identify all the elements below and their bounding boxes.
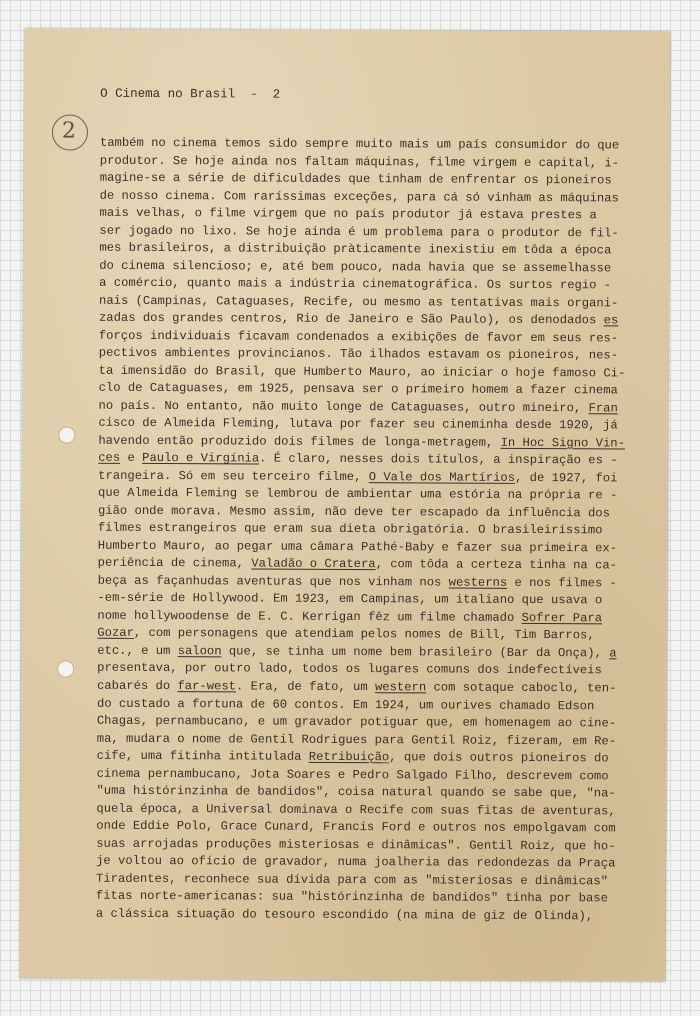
text-segment: do cinema silencioso; e, até bem pouco, nada havia que se assemelhasse [99, 258, 612, 275]
text-segment: periência de cinema, [97, 556, 252, 571]
text-segment: nais (Campinas, Cataguases, Recife, ou mesmo as tentativas mais organi- [99, 293, 619, 311]
body-text [96, 135, 660, 926]
text-segment: nome hollywoodense de E. C. Kerrigan fêz um filme chamado [97, 608, 522, 625]
text-segment: . É claro, nesses dois títulos, a inspiração es - [259, 451, 618, 468]
text-segment: gião onde morava. Mesmo assim, não deve ter escapado da influência dos [97, 503, 610, 521]
text-segment: Humberto Mauro, ao pegar uma câmara Pathé-Baby e fazer sua primeira ex- [97, 538, 618, 556]
underlined-text: Valadão o Cratera [251, 556, 376, 572]
text-segment: cife, uma fitinha intitulada [96, 748, 309, 764]
text-segment: cisco de Almeida Fleming, lutava por fazer seu cineminha desde 1920, já [98, 415, 618, 433]
underlined-text: ces [98, 450, 121, 466]
text-segment: que, se tinha um nome bem brasileiro (Bar da Onça), [221, 644, 610, 661]
text-segment: suas arrojadas produções misteriosas e dinâmicas". Gentil Roiz, que ho- [96, 836, 616, 854]
text-line [96, 905, 656, 925]
text-segment: Tiradentes, reconhece sua dívida para com as "misteriosas e dinâmicas" [96, 871, 609, 889]
text-segment: cinema pernambucano, Jota Soares e Pedro Salgado Filho, descrevem como [96, 766, 609, 783]
text-segment: . Era, de fato, um [235, 679, 376, 695]
text-segment: etc., e um [97, 643, 178, 659]
underlined-text: Gozar [97, 626, 134, 641]
text-segment: mes brasileiros, a distribuição pràticamente inexistiu em tôda a época [99, 240, 612, 258]
text-segment: fitas norte-americanas: sua "histórinzinha de bandidos" tinha por base [95, 888, 608, 906]
underlined-text: Paulo e Virgínia [142, 451, 260, 466]
text-segment: do custado a fortuna de 60 contos. Em 1924, um ourives chamado Edson [96, 696, 595, 713]
underlined-text: a [609, 646, 617, 661]
text-line [97, 748, 657, 768]
text-segment: havendo então produzido dois filmes de longa-metragem, [98, 433, 501, 450]
punch-hole [58, 426, 75, 443]
text-segment: ma, mudara o nome de Gentil Rodrigues para Gentil Roiz, fizeram, em Re- [96, 731, 617, 748]
text-segment: a comércio, quanto mais a indústria cinematográfica. Os surtos regio - [99, 275, 612, 293]
text-segment: -em-série de Hollywood. Em 1923, em Campinas, um italiano que usava o [97, 591, 603, 608]
text-segment: , com tôda a certeza tinha na ca- [375, 557, 618, 573]
text-segment: , que dois outros pioneiros do [389, 750, 609, 766]
text-line [100, 135, 660, 155]
text-segment: cabarés do [97, 678, 178, 694]
text-segment: a clássica situação do tesouro escondido (na mina de giz de Olinda), [95, 906, 594, 923]
text-line [97, 713, 657, 733]
underlined-text: Fran [588, 401, 618, 416]
punch-hole [57, 660, 74, 677]
text-segment: quela época, a Universal dominava o Recife com suas fitas de aventuras, [96, 801, 616, 819]
text-segment: onde Eddie Polo, Grace Cunard, Francis Ford e outros nos empolgavam com [96, 818, 616, 836]
text-segment: filmes estrangeiros que eram sua dieta obrigatória. O brasileiríssimo [97, 521, 603, 538]
text-segment: ser jogado no lixo. Se hoje ainda é um problema para o produtor de fil- [99, 223, 619, 241]
text-segment: beça as façanhudas aventuras que nos vinham nos [97, 573, 449, 590]
text-segment: de nosso cinema. Com raríssimas exceções, para cá só vinham as máquinas [99, 188, 619, 205]
underlined-text: far-west [177, 679, 237, 694]
text-segment: zadas dos grandes centros, Rio de Janeiro e São Paulo), os denodados [98, 310, 604, 328]
text-segment: "uma histórinzinha de bandidos", coisa natural quando se sabe que, "na- [96, 783, 616, 801]
page-header: O Cinema no Brasil - 2 [100, 86, 281, 102]
text-segment: magine-se a série de dificuldades que tinham de enfrentar os pioneiros [99, 170, 612, 188]
text-segment: que Almeida Fleming se lembrou de ambientar uma estória na própria re - [98, 486, 618, 503]
text-segment: , de 1927, foi [514, 470, 618, 486]
text-segment: também no cinema temos sido sempre muito mais um país consumidor do que [99, 135, 620, 153]
text-segment: forços individuais ficavam condenados a exibições de favor em seus res- [98, 328, 619, 346]
text-segment: Chagas, pernambucano, e um gravador potiguar que, em homenagem ao cine- [96, 713, 617, 731]
text-segment: com sotaque caboclo, ten- [426, 680, 617, 696]
typewritten-page [20, 28, 671, 981]
underlined-text: saloon [177, 644, 222, 659]
text-line [100, 170, 660, 190]
text-segment: pectivos ambientes provincianos. Tão ilhados estavam os pioneiros, nes- [98, 345, 619, 363]
text-segment: mais velhas, o filme virgem que no país produtor já estava prestes a [99, 205, 597, 223]
text-line [97, 678, 657, 698]
text-segment: presentava, por outro lado, todos os lugares comuns dos indefectíveis [97, 661, 602, 678]
text-segment: clo de Cataguases, em 1925, pensava ser o primeiro homem a fazer cinema [98, 380, 618, 398]
text-segment: no país. No entanto, não muito longe de Cataguases, outro mineiro, [98, 398, 589, 416]
text-segment: ta imensidão do Brasil, que Humberto Mauro, ao iniciar o hoje famoso Ci- [98, 363, 626, 381]
underlined-text: Retribuição [308, 749, 390, 765]
text-segment: je voltou ao ofício de gravador, numa joalheria das redondezas da Praça [96, 853, 616, 871]
text-segment: produtor. Se hoje ainda nos faltam máquinas, filme virgem e capital, i- [99, 153, 620, 170]
underlined-text: es [603, 313, 619, 328]
underlined-text: Sofrer Para [521, 610, 603, 626]
underlined-text: In Hoc Signo Vin- [500, 435, 625, 451]
text-segment: e [120, 451, 143, 466]
text-segment: e nos filmes - [507, 575, 617, 591]
underlined-text: western [374, 680, 427, 695]
text-segment: trangeira. Só em seu terceiro filme, [98, 468, 369, 484]
underlined-text: westerns [448, 575, 508, 590]
underlined-text: O Vale dos Martírios [368, 469, 516, 485]
text-segment: , com personagens que atendiam pelos nomes de Bill, Tim Barros, [133, 626, 595, 643]
handwritten-page-number: 2 [61, 118, 77, 144]
